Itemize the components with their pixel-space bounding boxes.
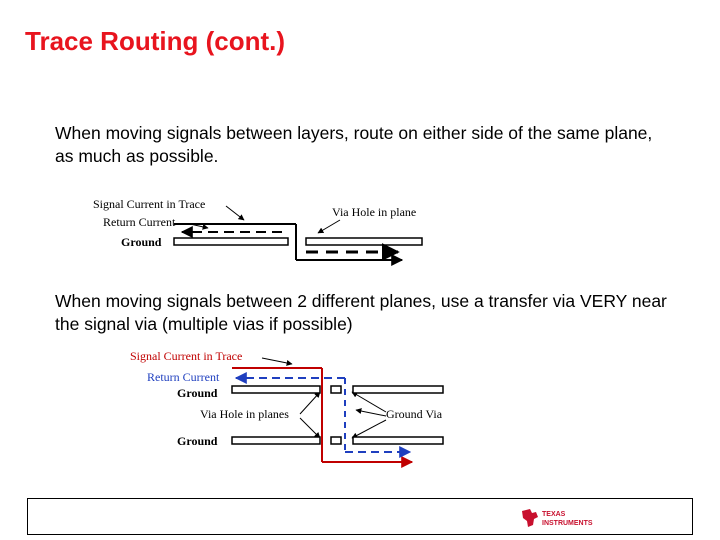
via-pointer-upper xyxy=(300,392,320,414)
via-pointer-lower xyxy=(300,418,320,438)
signal-current-label-2: Signal Current in Trace xyxy=(130,349,243,363)
logo-line-2: INSTRUMENTS xyxy=(542,520,593,527)
top-ground-plane-left xyxy=(232,386,320,393)
via-hole-label: Via Hole in plane xyxy=(332,205,417,219)
top-ground-plane-right xyxy=(353,386,443,393)
ground-label-top: Ground xyxy=(177,386,218,400)
ground-via-pointer-upper xyxy=(352,392,386,412)
return-current-label: Return Current xyxy=(103,215,176,229)
ti-logo-icon xyxy=(522,509,538,527)
slide-title: Trace Routing (cont.) xyxy=(25,26,285,56)
top-ground-plane-mid xyxy=(331,386,341,393)
bottom-ground-plane-mid xyxy=(331,437,341,444)
bottom-ground-plane-left xyxy=(232,437,320,444)
return-current-label-2: Return Current xyxy=(147,370,220,384)
logo-line-1: TEXAS xyxy=(542,511,566,518)
paragraph-different-planes: When moving signals between 2 different planes, use a transfer via VERY near the signal via (multiple vias if possible) xyxy=(55,291,667,334)
signal-pointer-2 xyxy=(262,358,292,364)
ground-via-label: Ground Via xyxy=(386,407,443,421)
bottom-ground-plane-right xyxy=(353,437,443,444)
texas-instruments-logo xyxy=(520,505,620,529)
ground-via-pointer-lower xyxy=(352,420,386,438)
ground-label-bottom: Ground xyxy=(177,434,218,448)
ground-via-pointer-middle xyxy=(356,410,386,416)
signal-current-label: Signal Current in Trace xyxy=(93,197,206,211)
ground-label: Ground xyxy=(121,235,162,249)
paragraph-same-plane: When moving signals between layers, route on either side of the same plane, as much as possible. xyxy=(55,123,653,166)
via-holes-label: Via Hole in planes xyxy=(200,407,289,421)
